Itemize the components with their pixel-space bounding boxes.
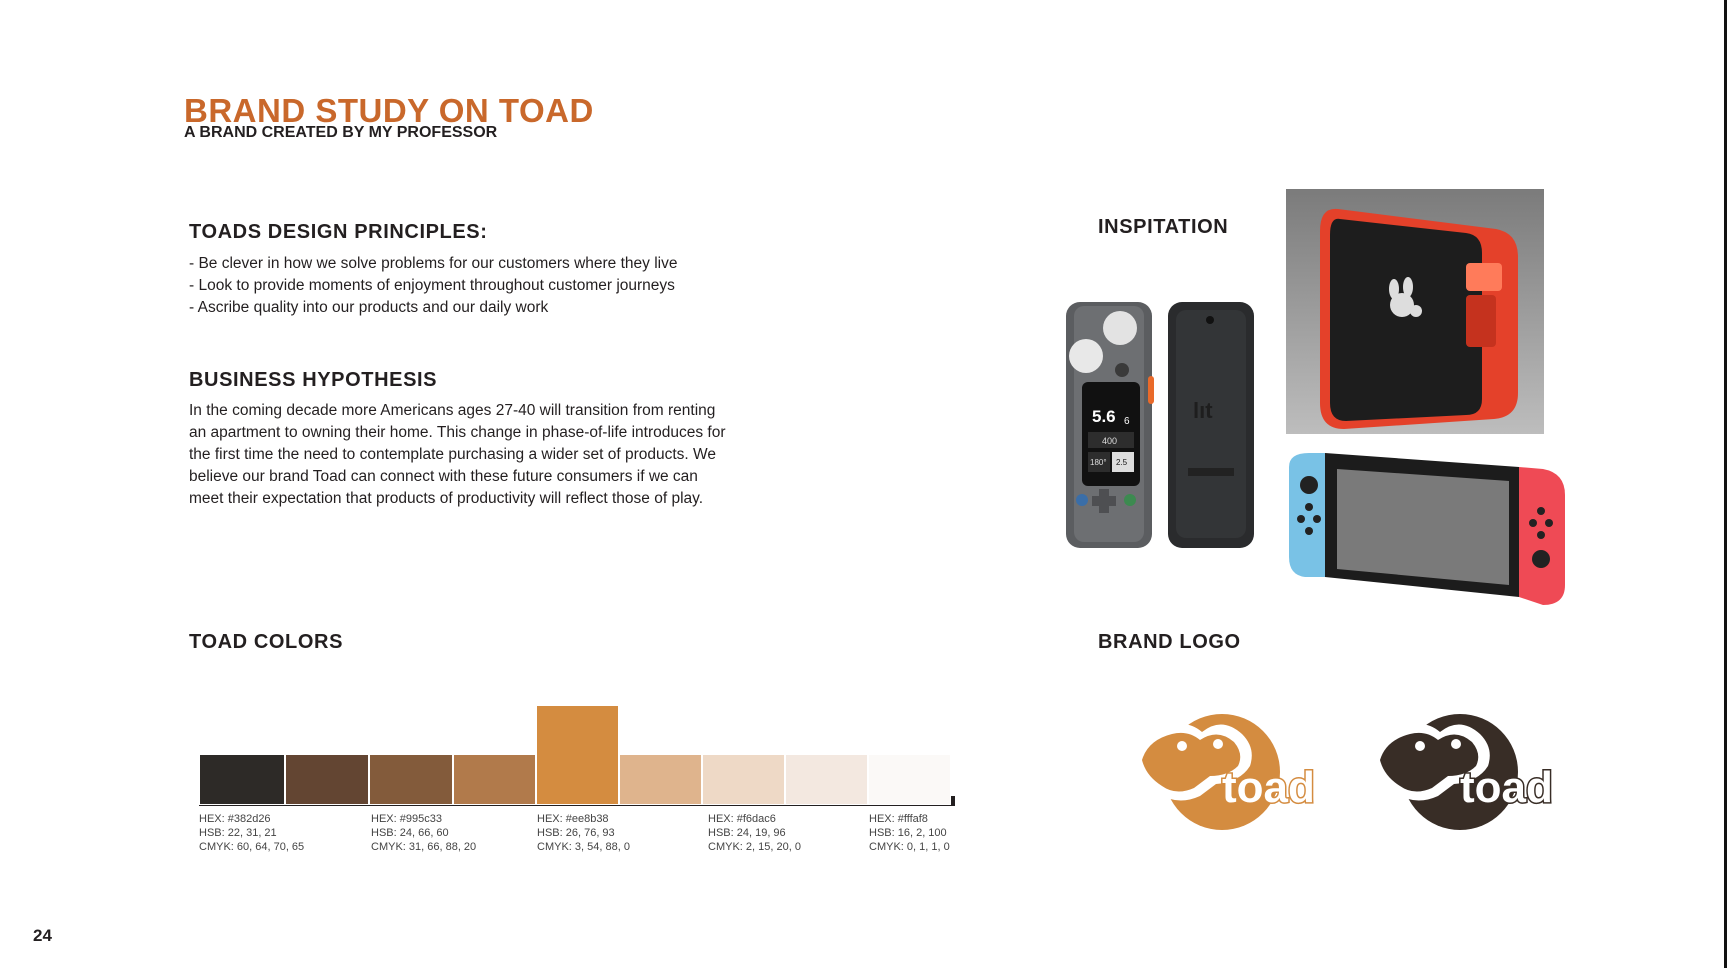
principles-heading: TOADS DESIGN PRINCIPLES: bbox=[189, 221, 488, 243]
principles-list bbox=[189, 253, 677, 319]
hex-value: HEX: #382d26 bbox=[199, 813, 271, 825]
gadget-readout: 5.6 bbox=[1092, 407, 1116, 426]
color-swatch bbox=[868, 754, 951, 805]
console-illustration bbox=[1279, 447, 1579, 612]
toad-logo-dark bbox=[1368, 710, 1553, 835]
svg-text:lıt: lıt bbox=[1193, 398, 1213, 423]
gadgets-illustration bbox=[1062, 298, 1262, 553]
hypothesis-text: In the coming decade more Americans ages 27-40 will transition from renting an apartment to owning their home. This change in phase-of-life introduces for the first time the need to contemplate purchasing a wider set of products. We believe our brand Toad can connect with these future consumers if we can meet their expectation that products of productivity will reflect those of play. bbox=[189, 402, 726, 507]
color-swatch bbox=[702, 754, 785, 805]
color-swatch bbox=[619, 754, 702, 805]
color-swatch-bar bbox=[199, 705, 955, 805]
gadget-right-value: 2.5 bbox=[1116, 458, 1128, 467]
color-swatch bbox=[536, 705, 619, 805]
color-swatch bbox=[369, 754, 453, 805]
hsb-value: HSB: 24, 66, 60 bbox=[371, 827, 449, 839]
hsb-value: HSB: 26, 76, 93 bbox=[537, 827, 615, 839]
color-swatch bbox=[199, 754, 285, 805]
hsb-value: HSB: 16, 2, 100 bbox=[869, 827, 947, 839]
principle-item: - Look to provide moments of enjoyment throughout customer journeys bbox=[189, 277, 675, 294]
color-label-5 bbox=[869, 812, 950, 854]
toad-wordmark-orange: toad bbox=[1222, 763, 1315, 812]
cmyk-value: CMYK: 2, 15, 20, 0 bbox=[708, 841, 801, 853]
inspiration-photo-console bbox=[1279, 447, 1579, 612]
inspiration-photo-gadgets bbox=[1062, 298, 1262, 553]
color-swatch bbox=[285, 754, 369, 805]
gadget-mid-value: 400 bbox=[1102, 436, 1118, 446]
cmyk-value: CMYK: 0, 1, 1, 0 bbox=[869, 841, 950, 853]
color-label-4 bbox=[708, 812, 801, 854]
page-number: 24 bbox=[33, 926, 52, 945]
page-subtitle: A BRAND CREATED BY MY PROFESSOR bbox=[184, 124, 498, 141]
orange-device-illustration bbox=[1286, 189, 1544, 434]
hex-value: HEX: #fffaf8 bbox=[869, 813, 928, 825]
cmyk-value: CMYK: 31, 66, 88, 20 bbox=[371, 841, 477, 853]
hsb-value: HSB: 22, 31, 21 bbox=[199, 827, 277, 839]
inspiration-photo-orange-device bbox=[1286, 189, 1544, 434]
logo-heading: BRAND LOGO bbox=[1098, 631, 1241, 653]
cmyk-value: CMYK: 3, 54, 88, 0 bbox=[537, 841, 630, 853]
inspiration-heading: INSPITATION bbox=[1098, 216, 1229, 238]
color-label-2 bbox=[371, 812, 476, 854]
toad-wordmark-dark: toad bbox=[1460, 763, 1553, 812]
hex-value: HEX: #ee8b38 bbox=[537, 813, 609, 825]
hex-value: HEX: #995c33 bbox=[371, 813, 442, 825]
hypothesis-heading: BUSINESS HYPOTHESIS bbox=[189, 369, 438, 391]
colors-heading: TOAD COLORS bbox=[189, 631, 344, 653]
page-title: BRAND STUDY ON TOAD bbox=[184, 92, 594, 129]
gadget-left-value: 180° bbox=[1090, 458, 1107, 467]
color-label-3 bbox=[537, 812, 630, 854]
cmyk-value: CMYK: 60, 64, 70, 65 bbox=[199, 841, 305, 853]
color-label-1 bbox=[199, 812, 304, 854]
hex-value: HEX: #f6dac6 bbox=[708, 813, 776, 825]
principle-item: - Be clever in how we solve problems for our customers where they live bbox=[189, 255, 678, 272]
toad-logo-dark-mark bbox=[1368, 710, 1553, 835]
toad-logo-orange-mark bbox=[1130, 710, 1315, 835]
color-swatch bbox=[453, 754, 536, 805]
hsb-value: HSB: 24, 19, 96 bbox=[708, 827, 786, 839]
color-swatch bbox=[785, 754, 868, 805]
gadget-readout-sub: 6 bbox=[1124, 416, 1130, 427]
principle-item: - Ascribe quality into our products and our daily work bbox=[189, 299, 549, 316]
toad-logo-orange bbox=[1130, 710, 1315, 835]
